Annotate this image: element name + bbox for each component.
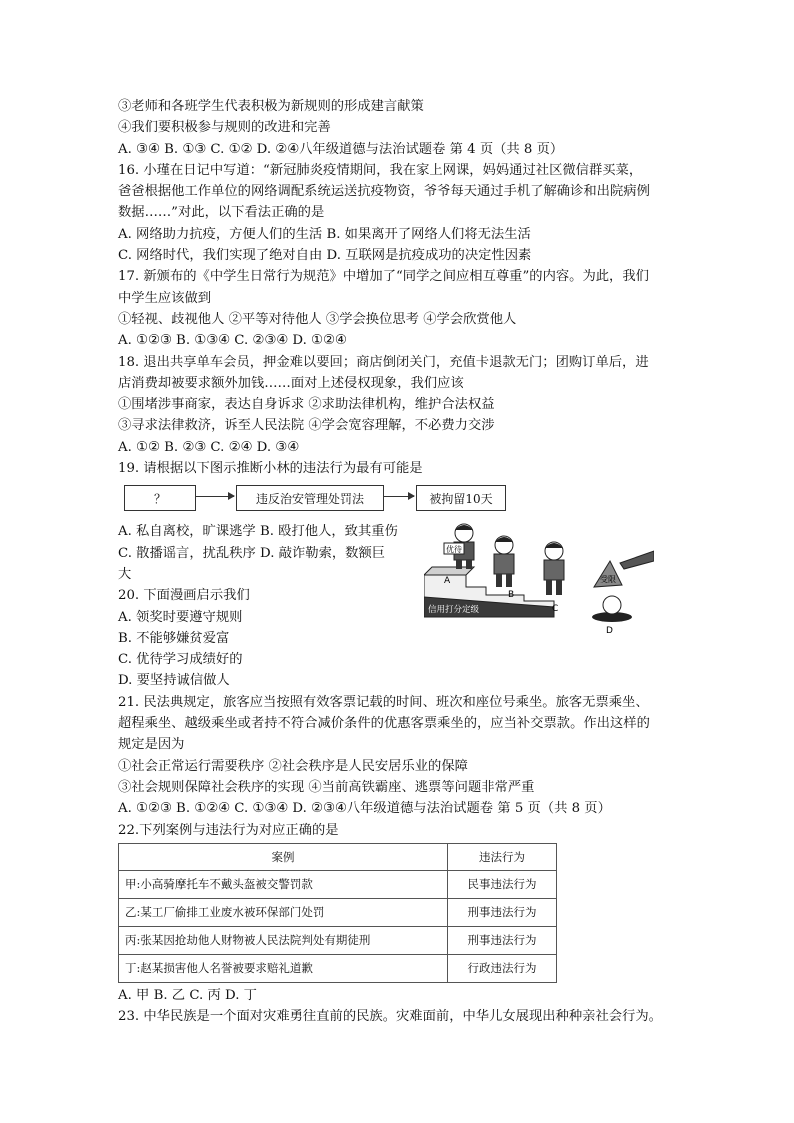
- letter-c: C: [552, 604, 559, 615]
- flow-box-law: 违反治安管理处罚法: [236, 485, 384, 511]
- text-line: ④我们要积极参与规则的改进和完善: [118, 120, 331, 136]
- letter-b: B: [508, 590, 515, 601]
- text-line: 超程乘坐、越级乘坐或者持不符合减价条件的优惠客票乘坐的，应当补交票款。作出这样的: [118, 716, 650, 732]
- column-header-case: 案例: [119, 843, 448, 870]
- table-header-row: [119, 843, 557, 870]
- sign-text: 受限: [600, 575, 616, 585]
- text-line: 数据……”对此，以下看法正确的是: [118, 205, 325, 221]
- table-row: [119, 926, 557, 954]
- text-line: ①社会正常运行需要秩序 ②社会秩序是人民安居乐业的保障: [118, 758, 468, 774]
- question-16-stem: 16. 小瑾在日记中写道：“新冠肺炎疫情期间，我在家上网课，妈妈通过社区微信群买菜，: [118, 162, 643, 178]
- option-line: C. 优待学习成绩好的: [118, 652, 243, 668]
- flow-box-detained: 被拘留10天: [416, 485, 506, 511]
- column-header-act: 违法行为: [448, 843, 557, 870]
- option-line: A. 私自离校，旷课逃学 B. 殴打他人，致其重伤: [118, 524, 398, 540]
- flow-arrow: [196, 496, 234, 497]
- option-line: B. 不能够嫌贫爱富: [118, 630, 230, 646]
- table-row: [119, 870, 557, 898]
- act-cell: 刑事违法行为: [448, 926, 557, 954]
- question-21-stem: 21. 民法典规定，旅客应当按照有效客票记载的时间、班次和座位号乘坐。旅客无票乘坐、: [118, 694, 649, 710]
- question-17-stem: 17. 新颁布的《中学生日常行为规范》中增加了“同学之间应相互尊重”的内容。为此，我们: [118, 269, 649, 285]
- option-line: C. 散播谣言，扰乱秩序 D. 敲诈勒索，数额巨: [118, 545, 386, 561]
- q21-q22-block: [118, 692, 684, 841]
- case-cell: 丁:赵某损害他人名誉被要求赔礼道歉: [119, 954, 448, 982]
- text-line: ③老师和各班学生代表积极为新规则的形成建言献策: [118, 99, 424, 114]
- text-line: 规定是因为: [118, 737, 185, 753]
- text-line: ①轻视、歧视他人 ②平等对待他人 ③学会换位思考 ④学会欣赏他人: [118, 311, 517, 327]
- letter-a: A: [444, 576, 451, 587]
- option-line: A. ①②③ B. ①③④ C. ②③④ D. ①②④: [118, 333, 347, 349]
- badge-text: 优待: [446, 545, 462, 555]
- case-cell: 丙:张某因抢劫他人财物被人民法院判处有期徒刑: [119, 926, 448, 954]
- option-line: 大: [118, 566, 132, 582]
- option-line: A. 领奖时要遵守规则: [118, 609, 243, 625]
- flow-arrow: [384, 496, 414, 497]
- bottom-text-block: [118, 985, 684, 1028]
- text-line: ③社会规则保障社会秩序的实现 ④当前高铁霸座、逃票等问题非常严重: [118, 779, 535, 795]
- text-line: 中学生应该做到: [118, 290, 212, 306]
- case-cell: 甲:小高骑摩托车不戴头盔被交警罚款: [119, 870, 448, 898]
- option-line: A. ①② B. ②③ C. ②④ D. ③④: [118, 439, 300, 455]
- podium-label: 信用打分定级: [428, 605, 480, 616]
- case-table: [118, 843, 557, 983]
- act-cell: 刑事违法行为: [448, 898, 557, 926]
- act-cell: 民事违法行为: [448, 870, 557, 898]
- question-18-stem: 18. 退出共享单车会员，押金难以要回；商店倒闭关门，充值卡退款无门；团购订单后，进: [118, 354, 649, 370]
- question-20-stem: 20. 下面漫画启示我们: [118, 588, 250, 604]
- case-cell: 乙:某工厂偷排工业废水被环保部门处罚: [119, 898, 448, 926]
- option-line: C. 网络时代，我们实现了绝对自由 D. 互联网是抗疫成功的决定性因素: [118, 248, 532, 264]
- table-row: [119, 954, 557, 982]
- credit-rating-cartoon: [424, 521, 654, 637]
- flow-box-unknown: ？: [124, 485, 196, 511]
- question-23-stem: 23. 中华民族是一个面对灾难勇往直前的民族。灾难面前，中华儿女展现出种种亲社会行为。: [118, 1009, 662, 1025]
- text-line: 店消费却被要求额外加钱……面对上述侵权现象，我们应该: [118, 375, 464, 391]
- question-22-stem: 22.下列案例与违法行为对应正确的是: [118, 822, 339, 838]
- top-text-block: [118, 96, 684, 479]
- text-line: ③寻求法律救济，诉至人民法院 ④学会宽容理解，不必费力交涉: [118, 418, 495, 434]
- text-line: 爸爸根据他工作单位的网络调配系统运送抗疫物资，爷爷每天通过手机了解确诊和出院病例: [118, 184, 650, 200]
- option-line: D. 要坚持诚信做人: [118, 673, 230, 689]
- letter-d: D: [606, 626, 613, 637]
- table-row: [119, 898, 557, 926]
- text-line: ①围堵涉事商家，表达自身诉求 ②求助法律机构，维护合法权益: [118, 397, 495, 413]
- q19-flow-diagram: [124, 483, 684, 517]
- question-19-stem: 19. 请根据以下图示推断小林的违法行为最有可能是: [118, 461, 423, 477]
- option-line: A. 网络助力抗疫，方便人们的生活 B. 如果离开了网络人们将无法生活: [118, 226, 531, 242]
- option-line: A. 甲 B. 乙 C. 丙 D. 丁: [118, 987, 257, 1003]
- exam-page: [118, 96, 684, 1027]
- text-line: A. ③④ B. ①③ C. ①② D. ②④八年级道德与法治试题卷 第 4 页（共 8 页）: [118, 141, 564, 157]
- option-line: A. ①②③ B. ①②④ C. ①③④ D. ②③④八年级道德与法治试题卷 第 5 页（共 8 页）: [118, 801, 611, 817]
- act-cell: 行政违法行为: [448, 954, 557, 982]
- q19-q20-block: [118, 521, 684, 691]
